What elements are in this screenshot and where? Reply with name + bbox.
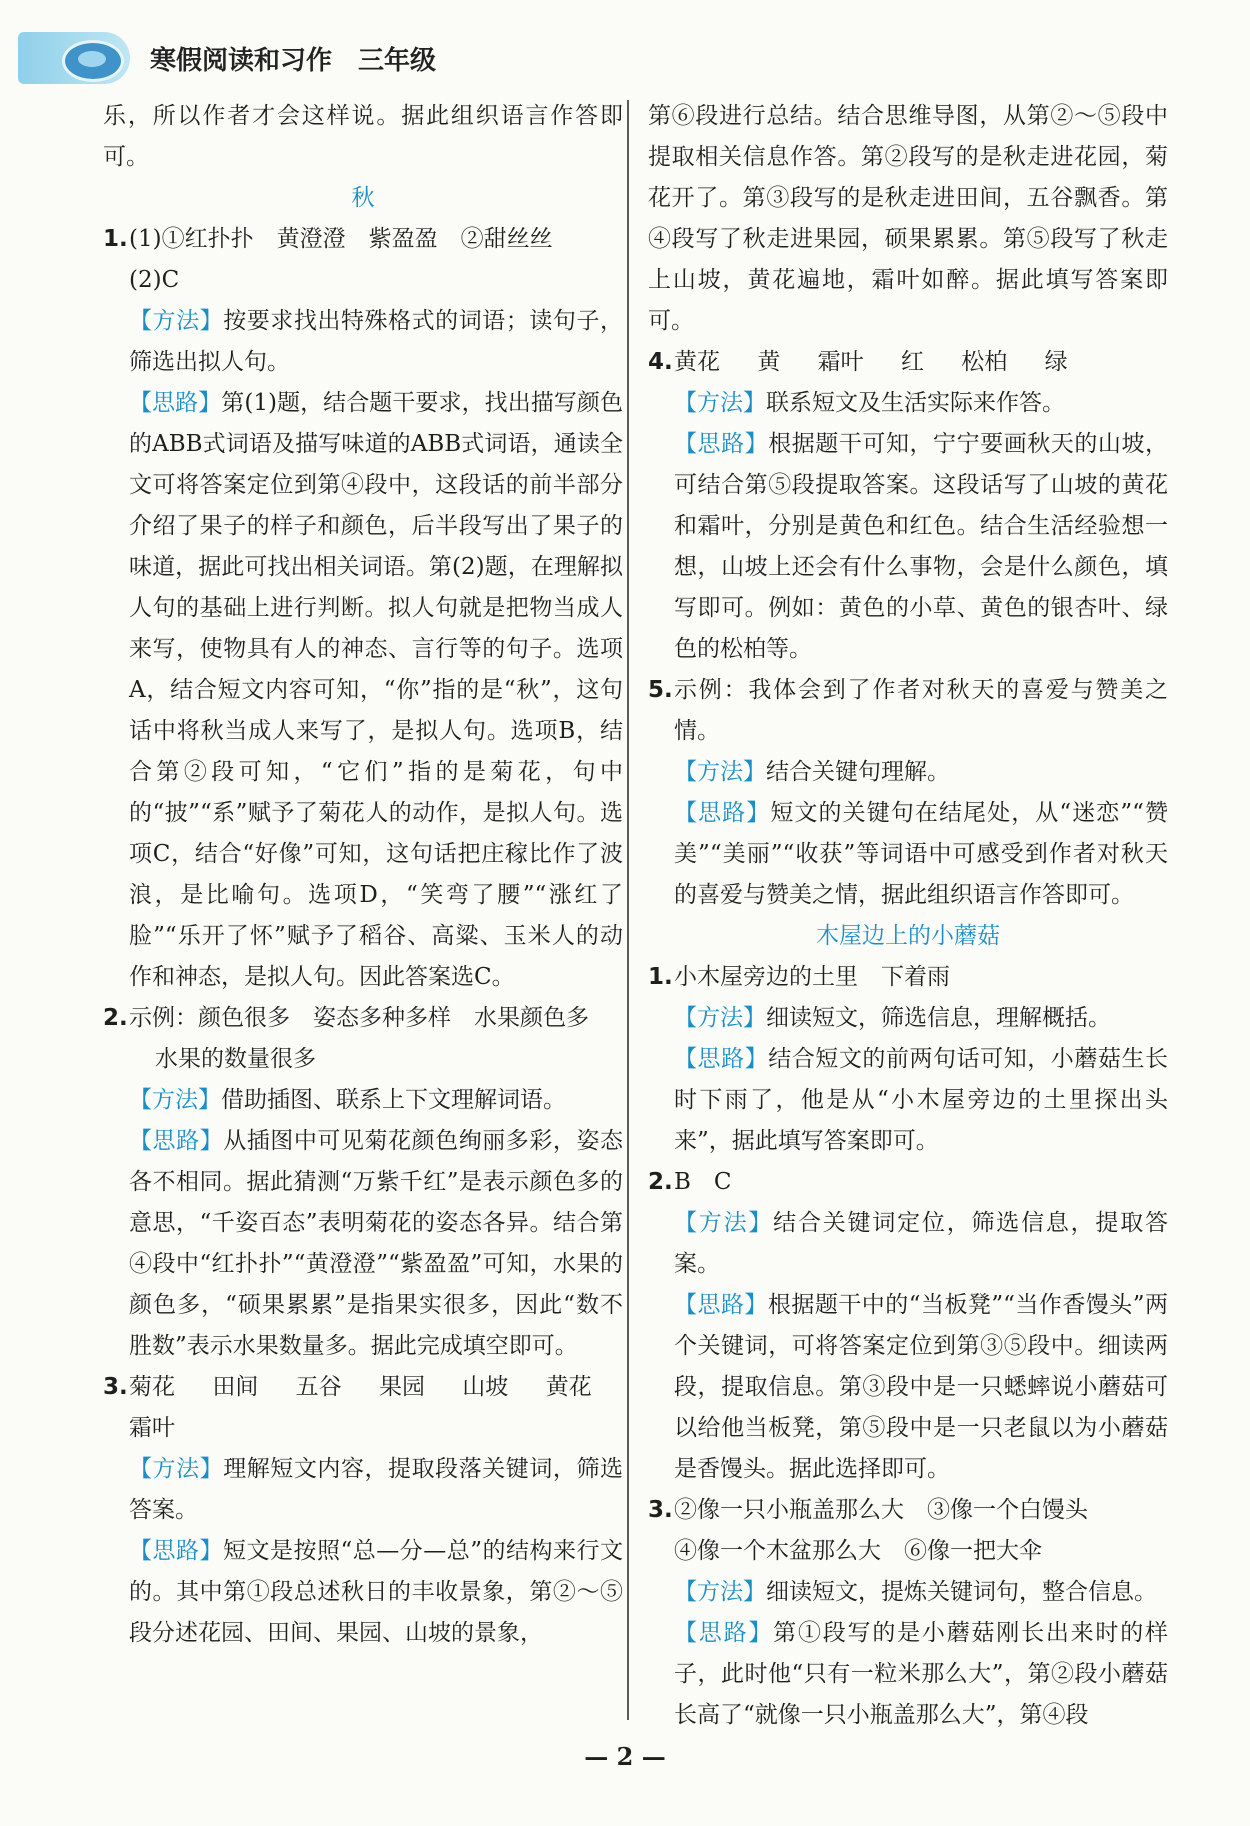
header-title: 寒假阅读和习作 三年级 <box>150 46 437 76</box>
item-number: 4. <box>648 349 673 375</box>
method-tag: 【方法】 <box>129 308 224 334</box>
idea-paragraph <box>674 1039 1168 1162</box>
method-paragraph <box>129 301 623 383</box>
right-column <box>648 96 1168 1736</box>
intro-paragraph: 乐，所以作者才会这样说。据此组织语言作答即可。 <box>103 103 623 170</box>
mushroom-item-2 <box>648 1162 1168 1490</box>
idea-text: 短文的关键句在结尾处，从“迷恋”“赞美”“美丽”“收获”等词语中可感受到作者对秋天的喜爱与赞美之情，据此组织语言作答即可。 <box>674 800 1168 908</box>
method-text: 结合关键词定位，筛选信息，提取答案。 <box>674 1210 1169 1277</box>
section-title-qiu: 秋 <box>351 185 375 211</box>
idea-paragraph <box>129 1121 623 1367</box>
method-tag: 【方法】 <box>674 1210 774 1236</box>
answer-line: 示例：我体会到了作者对秋天的喜爱与赞美之情。 <box>674 677 1168 744</box>
answer-line: B C <box>674 1169 732 1195</box>
idea-tag: 【思路】 <box>129 390 222 416</box>
answer-word: 田间 <box>212 1374 259 1400</box>
answer-word: 红 <box>900 349 924 375</box>
left-column <box>103 96 623 1654</box>
book-logo-icon <box>62 40 124 82</box>
method-text: 理解短文内容，提取段落关键词，筛选答案。 <box>129 1456 624 1523</box>
answer-word: 五谷 <box>295 1374 342 1400</box>
idea-paragraph <box>129 1531 623 1654</box>
answer-word: 松柏 <box>961 349 1008 375</box>
answer-word: 黄花 <box>674 349 720 375</box>
method-paragraph <box>674 752 1168 793</box>
answer-line: 小木屋旁边的土里 下着雨 <box>674 964 950 990</box>
page-header <box>18 32 1218 84</box>
answer-word: 黄花 <box>545 1374 592 1400</box>
idea-text: 短文是按照“总—分—总”的结构来行文的。其中第①段总述秋日的丰收景象，第②～⑤段分述花园、田间、果园、山坡的景象， <box>129 1538 623 1646</box>
method-tag: 【方法】 <box>674 759 766 785</box>
method-text: 细读短文，提炼关键词句，整合信息。 <box>766 1579 1157 1605</box>
idea-text: 第(1)题，结合题干要求，找出描写颜色的ABB式词语及描写味道的ABB式词语，通读全文可将答案定位到第④段中，这段话的前半部分介绍了果子的样子和颜色，后半段写出了果子的味道，据此可找出相关词语。第(2)题，在理解拟人句的基础上进行判断。拟人句就是把物当成人来写，使物具有人的神态、言行等的句子。选项A，结合短文内容可知，“你”指的是“秋”，这句话中将秋当成人来写了，是拟人句。选项B，结合第②段可知，“它们”指的是菊花，句中的“披”“系”赋予了菊花人的动作，是拟人句。选项C，结合“好像”可知，这句话把庄稼比作了波浪，是比喻句。选项D，“笑弯了腰”“涨红了脸”“乐开了怀”赋予了稻谷、高粱、玉米人的动作和神态，是拟人句。因此答案选C。 <box>129 390 623 990</box>
method-paragraph <box>674 1203 1168 1285</box>
method-tag: 【方法】 <box>129 1456 224 1482</box>
idea-text: 根据题干中的“当板凳”“当作香馒头”两个关键词，可将答案定位到第③⑤段中。细读两段，提取信息。第③段中是一只蟋蟀说小蘑菇可以给他当板凳，第⑤段中是一只老鼠以为小蘑菇是香馒头。据此选择即可。 <box>674 1292 1168 1482</box>
idea-tag: 【思路】 <box>674 431 769 457</box>
idea-paragraph <box>674 1285 1168 1490</box>
answer-item-2 <box>103 998 623 1367</box>
idea-tag: 【思路】 <box>674 800 771 826</box>
method-paragraph <box>674 1572 1168 1613</box>
idea-paragraph <box>674 793 1168 916</box>
idea-text: 第①段写的是小蘑菇刚长出来时的样子，此时他“只有一粒米那么大”，第②段小蘑菇长高了“就像一只小瓶盖那么大”，第④段 <box>674 1620 1169 1728</box>
method-paragraph <box>129 1080 623 1121</box>
item-number: 1. <box>648 964 673 990</box>
answer-line: 霜叶 <box>129 1415 175 1441</box>
idea-tag: 【思路】 <box>674 1046 769 1072</box>
answer-line: ④像一个木盆那么大 ⑥像一把大伞 <box>674 1538 1042 1564</box>
method-text: 结合关键句理解。 <box>766 759 950 785</box>
idea-text: 结合短文的前两句话可知，小蘑菇生长时下雨了，他是从“小木屋旁边的土里探出头来”，据此填写答案即可。 <box>674 1046 1169 1154</box>
column-divider <box>627 100 629 1720</box>
answer-line: ②像一只小瓶盖那么大 ③像一个白馒头 <box>674 1497 1088 1523</box>
page-number: — 2 — <box>584 1742 666 1771</box>
method-text: 联系短文及生活实际来作答。 <box>766 390 1065 416</box>
method-tag: 【方法】 <box>129 1087 221 1113</box>
intro-paragraph: 第⑥段进行总结。结合思维导图，从第②～⑤段中提取相关信息作答。第②段写的是秋走进花园，菊花开了。第③段写的是秋走进田间，五谷飘香。第④段写了秋走进果园，硕果累累。第⑤段写了秋走上山坡，黄花遍地，霜叶如醉。据此填写答案即可。 <box>648 103 1168 334</box>
idea-tag: 【思路】 <box>674 1292 768 1318</box>
idea-text: 根据题干可知，宁宁要画秋天的山坡，可结合第⑤段提取答案。这段话写了山坡的黄花和霜叶，分别是黄色和红色。结合生活经验想一想，山坡上还会有什么事物，会是什么颜色，填写即可。例如：黄色的小草、黄色的银杏叶、绿色的松柏等。 <box>674 431 1169 662</box>
answer-item-4 <box>648 342 1168 670</box>
method-paragraph <box>129 1449 623 1531</box>
idea-paragraph <box>674 1613 1168 1736</box>
method-text: 按要求找出特殊格式的词语；读句子，筛选出拟人句。 <box>129 308 624 375</box>
answer-item-3 <box>103 1367 623 1654</box>
answer-word: 黄 <box>757 349 781 375</box>
idea-tag: 【思路】 <box>129 1538 223 1564</box>
mushroom-item-3 <box>648 1490 1168 1736</box>
method-paragraph <box>674 998 1168 1039</box>
answer-line: 水果的数量很多 <box>155 1046 316 1072</box>
item-number: 2. <box>103 1005 128 1031</box>
method-text: 借助插图、联系上下文理解词语。 <box>221 1087 566 1113</box>
idea-tag: 【思路】 <box>674 1620 774 1646</box>
method-text: 细读短文，筛选信息，理解概括。 <box>766 1005 1111 1031</box>
item-number: 2. <box>648 1169 673 1195</box>
item-number: 5. <box>648 677 673 703</box>
idea-paragraph <box>674 424 1168 670</box>
answer-line: (1)①红扑扑 黄澄澄 紫盈盈 ②甜丝丝 <box>129 226 553 252</box>
answer-word: 菊花 <box>129 1374 175 1400</box>
answer-word: 绿 <box>1044 349 1068 375</box>
idea-tag: 【思路】 <box>129 1128 224 1154</box>
answer-line <box>674 342 1168 383</box>
answer-word: 果园 <box>378 1374 425 1400</box>
idea-text: 从插图中可见菊花颜色绚丽多彩，姿态各不相同。据此猜测“万紫千红”是表示颜色多的意思，“千姿百态”表明菊花的姿态各异。结合第④段中“红扑扑”“黄澄澄”“紫盈盈”可知，水果的颜色多，“硕果累累”是指果实很多，因此“数不胜数”表示水果数量多。据此完成填空即可。 <box>129 1128 624 1359</box>
item-number: 3. <box>103 1374 128 1400</box>
answer-item-1 <box>103 219 623 998</box>
method-tag: 【方法】 <box>674 390 766 416</box>
section-title-mushroom: 木屋边上的小蘑菇 <box>816 923 1000 949</box>
answer-word: 山坡 <box>462 1374 509 1400</box>
answer-item-5 <box>648 670 1168 916</box>
item-number: 1. <box>103 226 128 252</box>
method-tag: 【方法】 <box>674 1005 766 1031</box>
answer-word: 霜叶 <box>817 349 864 375</box>
idea-paragraph <box>129 383 623 998</box>
mushroom-item-1 <box>648 957 1168 1162</box>
method-tag: 【方法】 <box>674 1579 766 1605</box>
answer-line: 示例：颜色很多 姿态多种多样 水果颜色多 <box>129 1005 589 1031</box>
method-paragraph <box>674 383 1168 424</box>
answer-line <box>129 1367 623 1408</box>
item-number: 3. <box>648 1497 673 1523</box>
answer-line: (2)C <box>129 267 180 293</box>
